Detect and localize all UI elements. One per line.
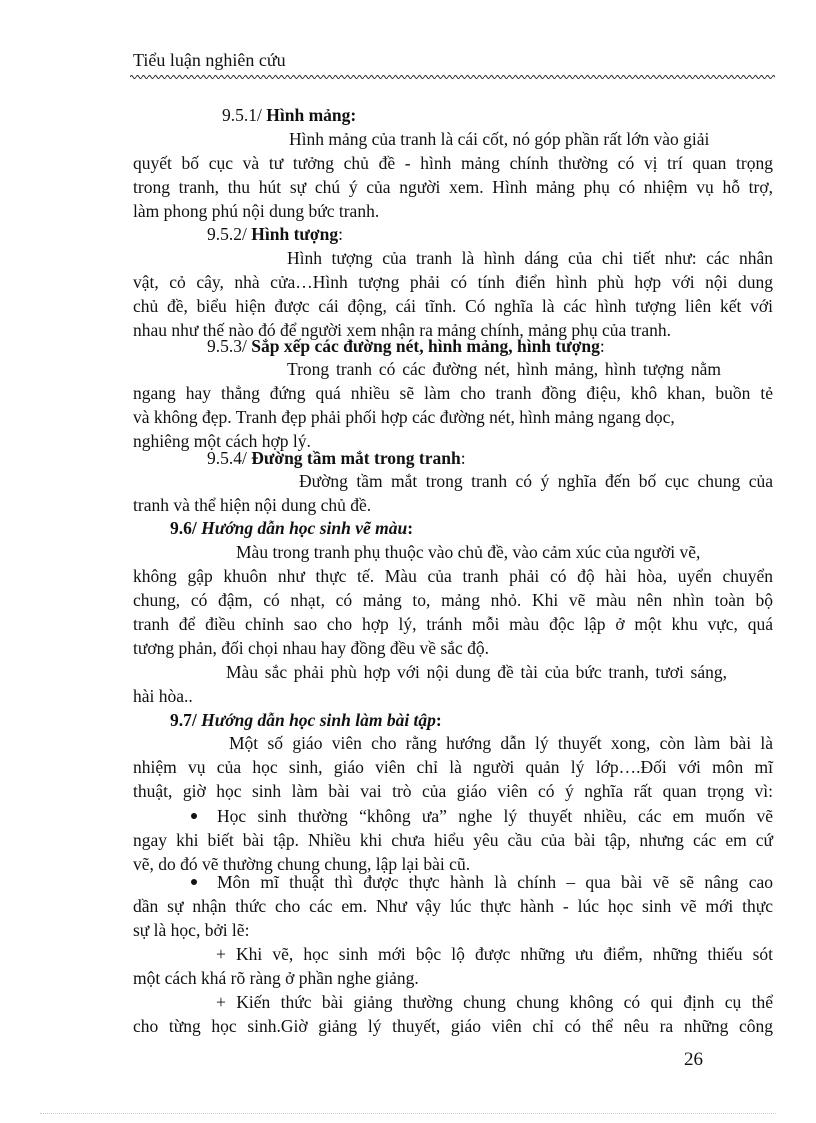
paragraph-line: tương phản, đối chọi nhau hay đồng đều về sắc độ. <box>133 638 490 658</box>
paragraph-line: nghiêng một cách hợp lý. <box>133 431 311 451</box>
heading-colon: : <box>460 448 466 468</box>
bullet-icon <box>191 879 197 885</box>
paragraph-line: chủ đề, biểu hiện được cái động, cái tĩnh. Có nghĩa là các hình tượng liên kết với <box>133 296 773 316</box>
paragraph-line: tranh và thể hiện nội dung chủ đề. <box>133 495 372 515</box>
heading-colon: : <box>599 336 605 356</box>
paragraph-line: ngang hay thẳng đứng quá nhiều sẽ làm cho tranh đồng điệu, khô khan, buồn tẻ <box>133 383 773 403</box>
heading-text: Sắp xếp các đường nét, hình mảng, hình tượng <box>251 336 600 356</box>
footer-dotted-rule <box>40 1113 776 1114</box>
paragraph-line: vật, cỏ cây, nhà cửa…Hình tượng phải có tính điển hình phù hợp với nội dung <box>133 272 773 292</box>
heading-number: 9.7/ <box>170 710 202 730</box>
heading-9-5-3 <box>207 334 816 358</box>
bullet-line: vẽ, do đó vẽ thường chung chung, lập lại bài cũ. <box>133 854 471 874</box>
paragraph-line: hài hòa.. <box>133 686 193 706</box>
bullet-line: Môn mĩ thuật thì được thực hành là chính – qua bài vẽ sẽ nâng cao <box>217 872 773 892</box>
paragraph-line: chung, có đậm, có nhạt, có mảng to, mảng nhỏ. Khi vẽ màu nên nhìn toàn bộ <box>133 590 773 610</box>
heading-text: Đường tầm mắt trong tranh <box>251 448 461 468</box>
heading-9-5-1 <box>222 103 816 127</box>
heading-text: Hình tượng <box>251 224 339 244</box>
paragraph-line: Trong tranh có các đường nét, hình mảng, hình tượng nằm <box>287 359 721 379</box>
heading-number: 9.5.2/ <box>207 224 252 244</box>
page-number: 26 <box>684 1049 703 1070</box>
header-title: Tiểu luận nghiên cứu <box>133 50 286 70</box>
heading-colon: : <box>435 710 442 730</box>
paragraph-line: thuật, giờ học sinh làm bài vai trò của giáo viên có ý nghĩa rất quan trọng vì: <box>133 781 773 801</box>
paragraph-line: trong tranh, thu hút sự chú ý của người xem. Hình mảng phụ có nhiệm vụ hỗ trợ, <box>133 177 773 197</box>
bullet-line: sự là học, bởi lẽ: <box>133 920 250 940</box>
heading-number: 9.5.3/ <box>207 336 252 356</box>
heading-colon: : <box>338 224 343 244</box>
heading-number: 9.5.1/ <box>222 105 267 125</box>
heading-9-7 <box>170 708 810 732</box>
plus-item-line: + Kiến thức bài giảng thường chung chung không có qui định cụ thể <box>216 992 773 1012</box>
heading-9-5-2 <box>207 222 816 246</box>
plus-item-line: + Khi vẽ, học sinh mới bộc lộ được những ưu điểm, những thiếu sót <box>216 944 773 964</box>
paragraph-line: Màu trong tranh phụ thuộc vào chủ đề, vào cảm xúc của người vẽ, <box>236 542 701 562</box>
heading-9-6 <box>170 516 810 540</box>
plus-item-line: một cách khá rõ ràng ở phần nghe giảng. <box>133 968 419 988</box>
plus-item-line: cho từng học sinh.Giờ giảng lý thuyết, giáo viên chỉ có thể nêu ra những công <box>133 1016 773 1036</box>
heading-number: 9.5.4/ <box>207 448 252 468</box>
paragraph-line: tranh để điều chỉnh sao cho hợp lý, tránh mỗi màu độc lập ở một khu vực, quá <box>133 614 773 634</box>
paragraph-line: Màu sắc phải phù hợp với nội dung đề tài của bức tranh, tươi sáng, <box>226 662 727 682</box>
bullet-line: ngay khi biết bài tập. Nhiều khi chưa hiểu yêu cầu của bài tập, nhưng các em cứ <box>133 830 773 850</box>
heading-colon: : <box>407 518 414 538</box>
paragraph-line: làm phong phú nội dung bức tranh. <box>133 201 380 221</box>
heading-text: Hình mảng: <box>266 105 357 125</box>
bullet-icon <box>191 813 197 819</box>
paragraph-line: nhiệm vụ của học sinh, giáo viên chỉ là người quản lý lớp….Đối với môn mĩ <box>133 757 773 777</box>
bullet-line: Học sinh thường “không ưa” nghe lý thuyết nhiều, các em muốn vẽ <box>217 806 773 826</box>
paragraph-line: và không đẹp. Tranh đẹp phải phối hợp các đường nét, hình mảng ngang dọc, <box>133 407 675 427</box>
heading-9-5-4 <box>207 446 816 470</box>
paragraph-line: Hình tượng của tranh là hình dáng của chi tiết như: các nhân <box>287 248 773 268</box>
bullet-line: dần sự nhận thức cho các em. Như vậy lúc thực hành - lúc học sinh vẽ mới thực <box>133 896 773 916</box>
paragraph-line: Đường tầm mắt trong tranh có ý nghĩa đến bố cục chung của <box>299 471 773 491</box>
heading-number: 9.6/ <box>170 518 202 538</box>
paragraph-line: quyết bố cục và tư tưởng chủ đề - hình mảng chính thường có vị trí quan trọng <box>133 153 773 173</box>
paragraph-line: Hình mảng của tranh là cái cốt, nó góp phần rất lớn vào giải <box>289 129 710 149</box>
paragraph-line: Một số giáo viên cho rằng hướng dẫn lý thuyết xong, còn làm bài là <box>229 733 773 753</box>
paragraph-line: không gập khuôn như thực tế. Màu của tranh phải có độ hài hòa, uyển chuyển <box>133 566 773 586</box>
heading-text: Hướng dẫn học sinh vẽ màu <box>201 518 408 538</box>
header-wavy-rule <box>130 74 775 80</box>
heading-text: Hướng dẫn học sinh làm bài tập <box>201 710 436 730</box>
paragraph-line: nhau như thế nào đó để người xem nhận ra mảng chính, mảng phụ của tranh. <box>133 320 672 340</box>
